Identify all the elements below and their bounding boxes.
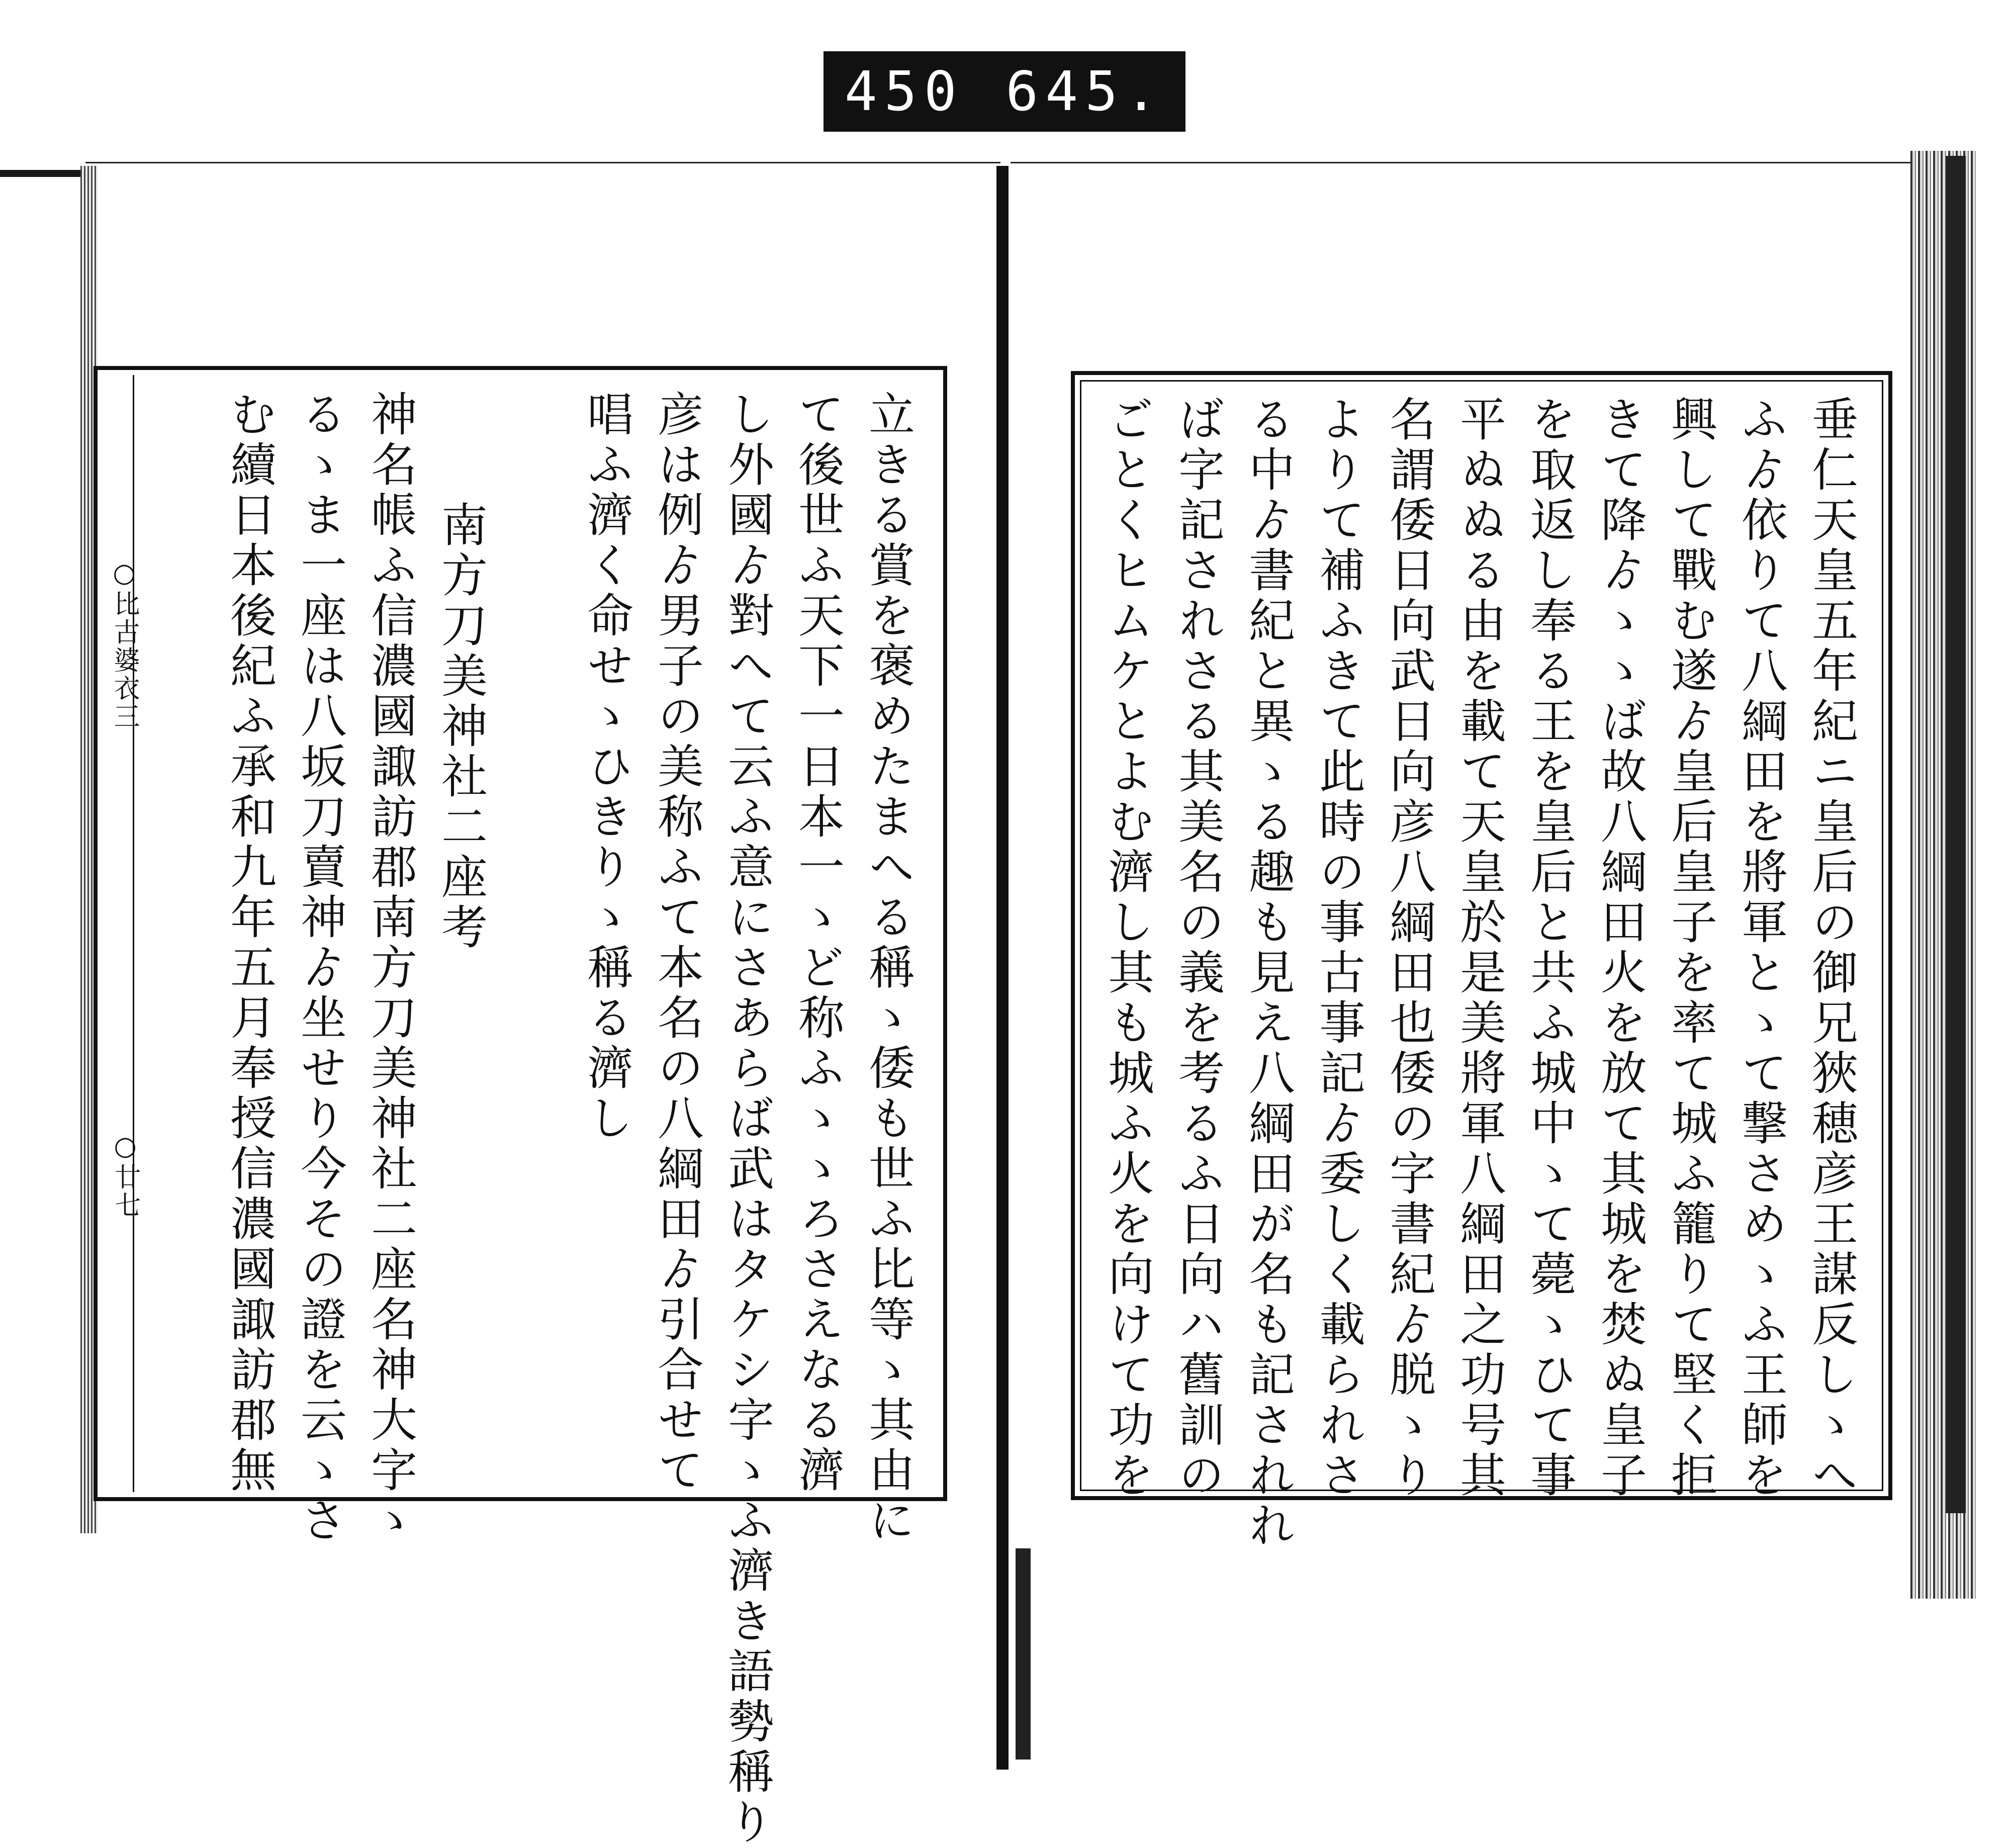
text-column: る中ゟ書紀と異ゝる趣も見え八綱田が名も記されれ <box>1241 395 1295 1551</box>
text-column: 垂仁天皇五年紀ニ皇后の御兄狹穂彦王謀反しゝへ <box>1804 395 1858 1501</box>
text-column: 彦は例ゟ男子の美称ふて本名の八綱田ゟ引合せて <box>650 390 704 1496</box>
text-column: 平ぬぬる由を載て天皇於是美將軍八綱田之功号其 <box>1452 395 1506 1501</box>
text-column: 神名帳ふ信濃國諏訪郡南方刀美神社二座名神大字ゝ <box>363 390 417 1546</box>
right-page-edges <box>1910 151 1976 1599</box>
gutter-shadow <box>1016 1548 1031 1760</box>
text-column: 立きる賞を褒めたまへる稱ゝ倭も世ふ比等ゝ其由に <box>861 390 915 1546</box>
text-column: ふゟ依りて八綱田を將軍とゝて撃さめゝふ王師を <box>1734 395 1788 1501</box>
section-heading: 南方刀美神社二座考 <box>434 501 488 953</box>
book-edge <box>0 170 90 177</box>
right-text-body <box>1092 395 1866 1551</box>
text-column: ば字記されさる其美名の義を考るふ日向ハ舊訓の <box>1171 395 1225 1501</box>
text-column: ごとくヒムケとよむ濟し其も城ふ火を向けて功を <box>1101 395 1154 1501</box>
left-text-frame <box>94 366 947 1848</box>
text-column: し外國ゟ對へて云ふ意にさあらば武はタケシ字ゝふ濟き語勢稱り <box>720 390 774 1848</box>
folio-number: ○廿七 <box>110 1131 140 1220</box>
running-title: ○比古婆衣三 <box>109 558 139 731</box>
text-column: 名謂倭日向武日向彦八綱田也倭の字書紀ゟ脱ゝり <box>1382 395 1436 1501</box>
column-gap <box>496 390 571 1848</box>
text-column: て後世ふ天下一日本一ゝど称ふゝゝろさえなる濟 <box>791 390 845 1496</box>
text-column: よりて補ふきて此時の事古事記ゟ委しく載られさ <box>1312 395 1365 1501</box>
text-column: るゝま一座は八坂刀賣神ゟ坐せり今その證を云ゝさ <box>293 390 347 1546</box>
book-gutter <box>996 166 1009 1770</box>
text-column: む續日本後紀ふ承和九年五月奉授信濃國諏訪郡無 <box>223 390 277 1496</box>
reel-number-right: 645. <box>1006 60 1165 123</box>
right-binding-shadow <box>1946 156 1966 1513</box>
reel-number-left: 450 <box>844 60 964 123</box>
text-column: 唱ふ濟く命せゝひきりゝ稱る濟し <box>580 390 633 1144</box>
text-column: 興して戰む遂ゟ皇后皇子を率て城ふ籠りて堅く拒 <box>1664 395 1717 1501</box>
text-column: を取返し奉る王を皇后と共ふ城中ゝて薨ゝひて事 <box>1523 395 1577 1501</box>
left-text-body <box>214 390 923 1848</box>
right-text-frame <box>1071 371 1892 1551</box>
text-column: きて降ゟゝゝば故八綱田火を放て其城を焚ぬ皇子 <box>1593 395 1647 1501</box>
reel-label <box>824 51 1185 132</box>
